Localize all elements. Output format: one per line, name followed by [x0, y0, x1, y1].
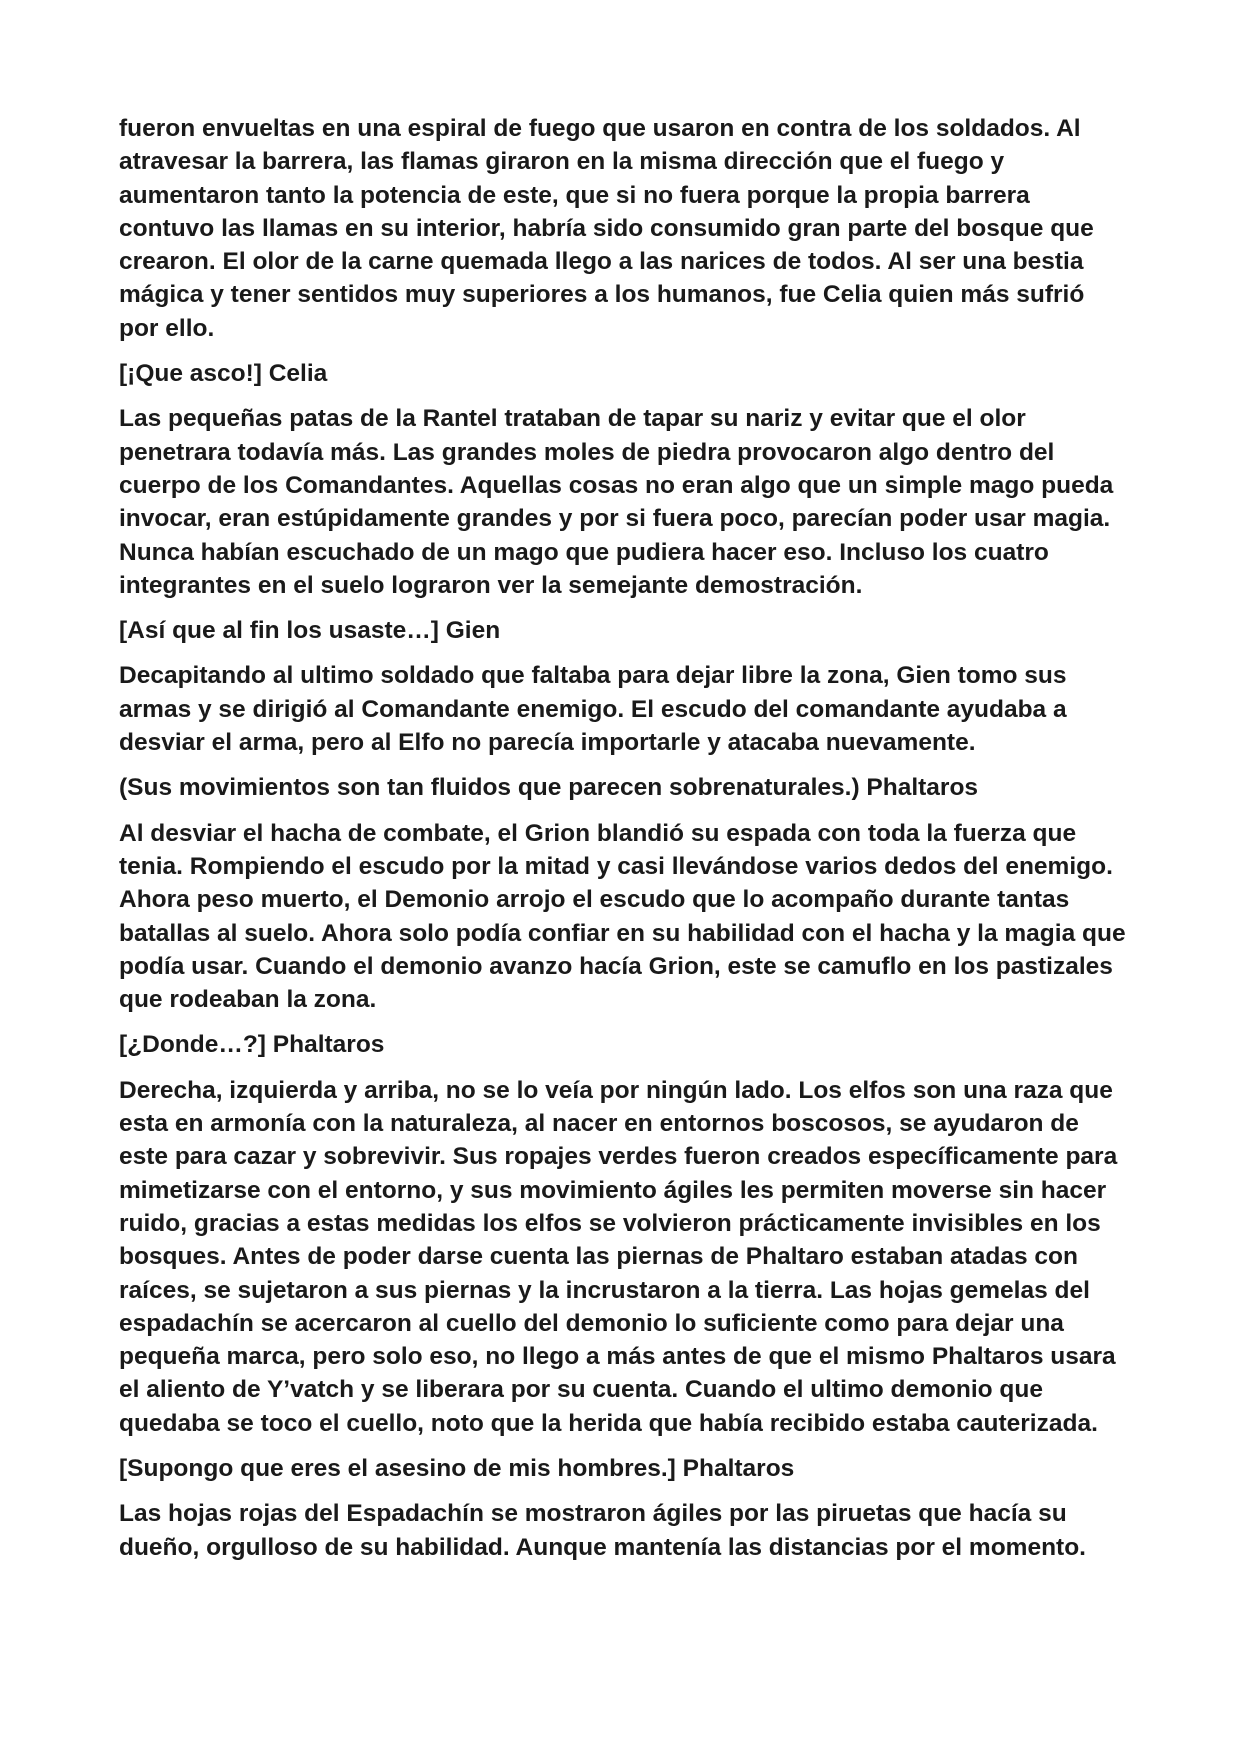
dialogue-phaltaros-1: (Sus movimientos son tan fluidos que parecen sobrenaturales.) Phaltaros [119, 774, 979, 802]
paragraph-3: Decapitando al ultimo soldado que faltaba para dejar libre la zona, Gien tomo sus armas y se dirigió al Comandante enemigo. El escudo del comandante ayudaba a desviar el arma, pero al Elfo no parecía importarle y atacaba nuevamente. [119, 662, 1067, 757]
dialogue-phaltaros-2: [¿Donde…?] Phaltaros [119, 1031, 385, 1059]
paragraph-1: fueron envueltas en una espiral de fuego que usaron en contra de los soldados. Al atravesar la barrera, las flamas giraron en la misma dirección que el fuego y aumentaron tanto la potencia de este, que si no fuera porque la propia barrera contuvo las llamas en su interior, habría sido consumido gran parte del bosque que crearon. El olor de la carne quemada llego a las narices de todos. Al ser una bestia mágica y tener sentidos muy superiores a los humanos, fue Celia quien más sufrió por ello. [119, 115, 1094, 342]
paragraph-6: Las hojas rojas del Espadachín se mostraron ágiles por las piruetas que hacía su dueño, orgulloso de su habilidad. Aunque mantenía las distancias por el momento. [119, 1500, 1086, 1561]
dialogue-phaltaros-3: [Supongo que eres el asesino de mis hombres.] Phaltaros [119, 1454, 795, 1482]
dialogue-gien: [Así que al fin los usaste…] Gien [119, 617, 501, 645]
paragraph-2: Las pequeñas patas de la Rantel trataban de tapar su nariz y evitar que el olor penetrara todavía más. Las grandes moles de piedra provocaron algo dentro del cuerpo de los Comandantes. Aquellas cosas no eran algo que un simple mago pueda invocar, eran estúpidamente grandes y por si fuera poco, parecían poder usar magia. Nunca habían escuchado de un mago que pudiera hacer eso. Incluso los cuatro integrantes en el suelo lograron ver la semejante demostración. [119, 405, 1114, 599]
document-page [119, 112, 1129, 1576]
dialogue-celia: [¡Que asco!] Celia [119, 360, 328, 388]
paragraph-5: Derecha, izquierda y arriba, no se lo veía por ningún lado. Los elfos son una raza que esta en armonía con la naturaleza, al nacer en entornos boscosos, se ayudaron de este para cazar y sobrevivir. Sus ropajes verdes fueron creados específicamente para mimetizarse con el entorno, y sus movimiento ágiles les permiten moverse sin hacer ruido, gracias a estas medidas los elfos se volvieron prácticamente invisibles en los bosques. Antes de poder darse cuenta las piernas de Phaltaro estaban atadas con raíces, se sujetaron a sus piernas y la incrustaron a la tierra. Las hojas gemelas del espadachín se acercaron al cuello del demonio lo suficiente como para dejar una pequeña marca, pero solo eso, no llego a más antes de que el mismo Phaltaros usara el aliento de Y’vatch y se liberara por su cuenta. Cuando el ultimo demonio que quedaba se toco el cuello, noto que la herida que había recibido estaba cauterizada. [119, 1076, 1118, 1437]
paragraph-4: Al desviar el hacha de combate, el Grion blandió su espada con toda la fuerza que tenia. Rompiendo el escudo por la mitad y casi llevándose varios dedos del enemigo. Ahora peso muerto, el Demonio arrojo el escudo que lo acompaño durante tantas batallas al suelo. Ahora solo podía confiar en su habilidad con el hacha y la magia que podía usar. Cuando el demonio avanzo hacía Grion, este se camuflo en los pastizales que rodeaban la zona. [119, 819, 1126, 1014]
